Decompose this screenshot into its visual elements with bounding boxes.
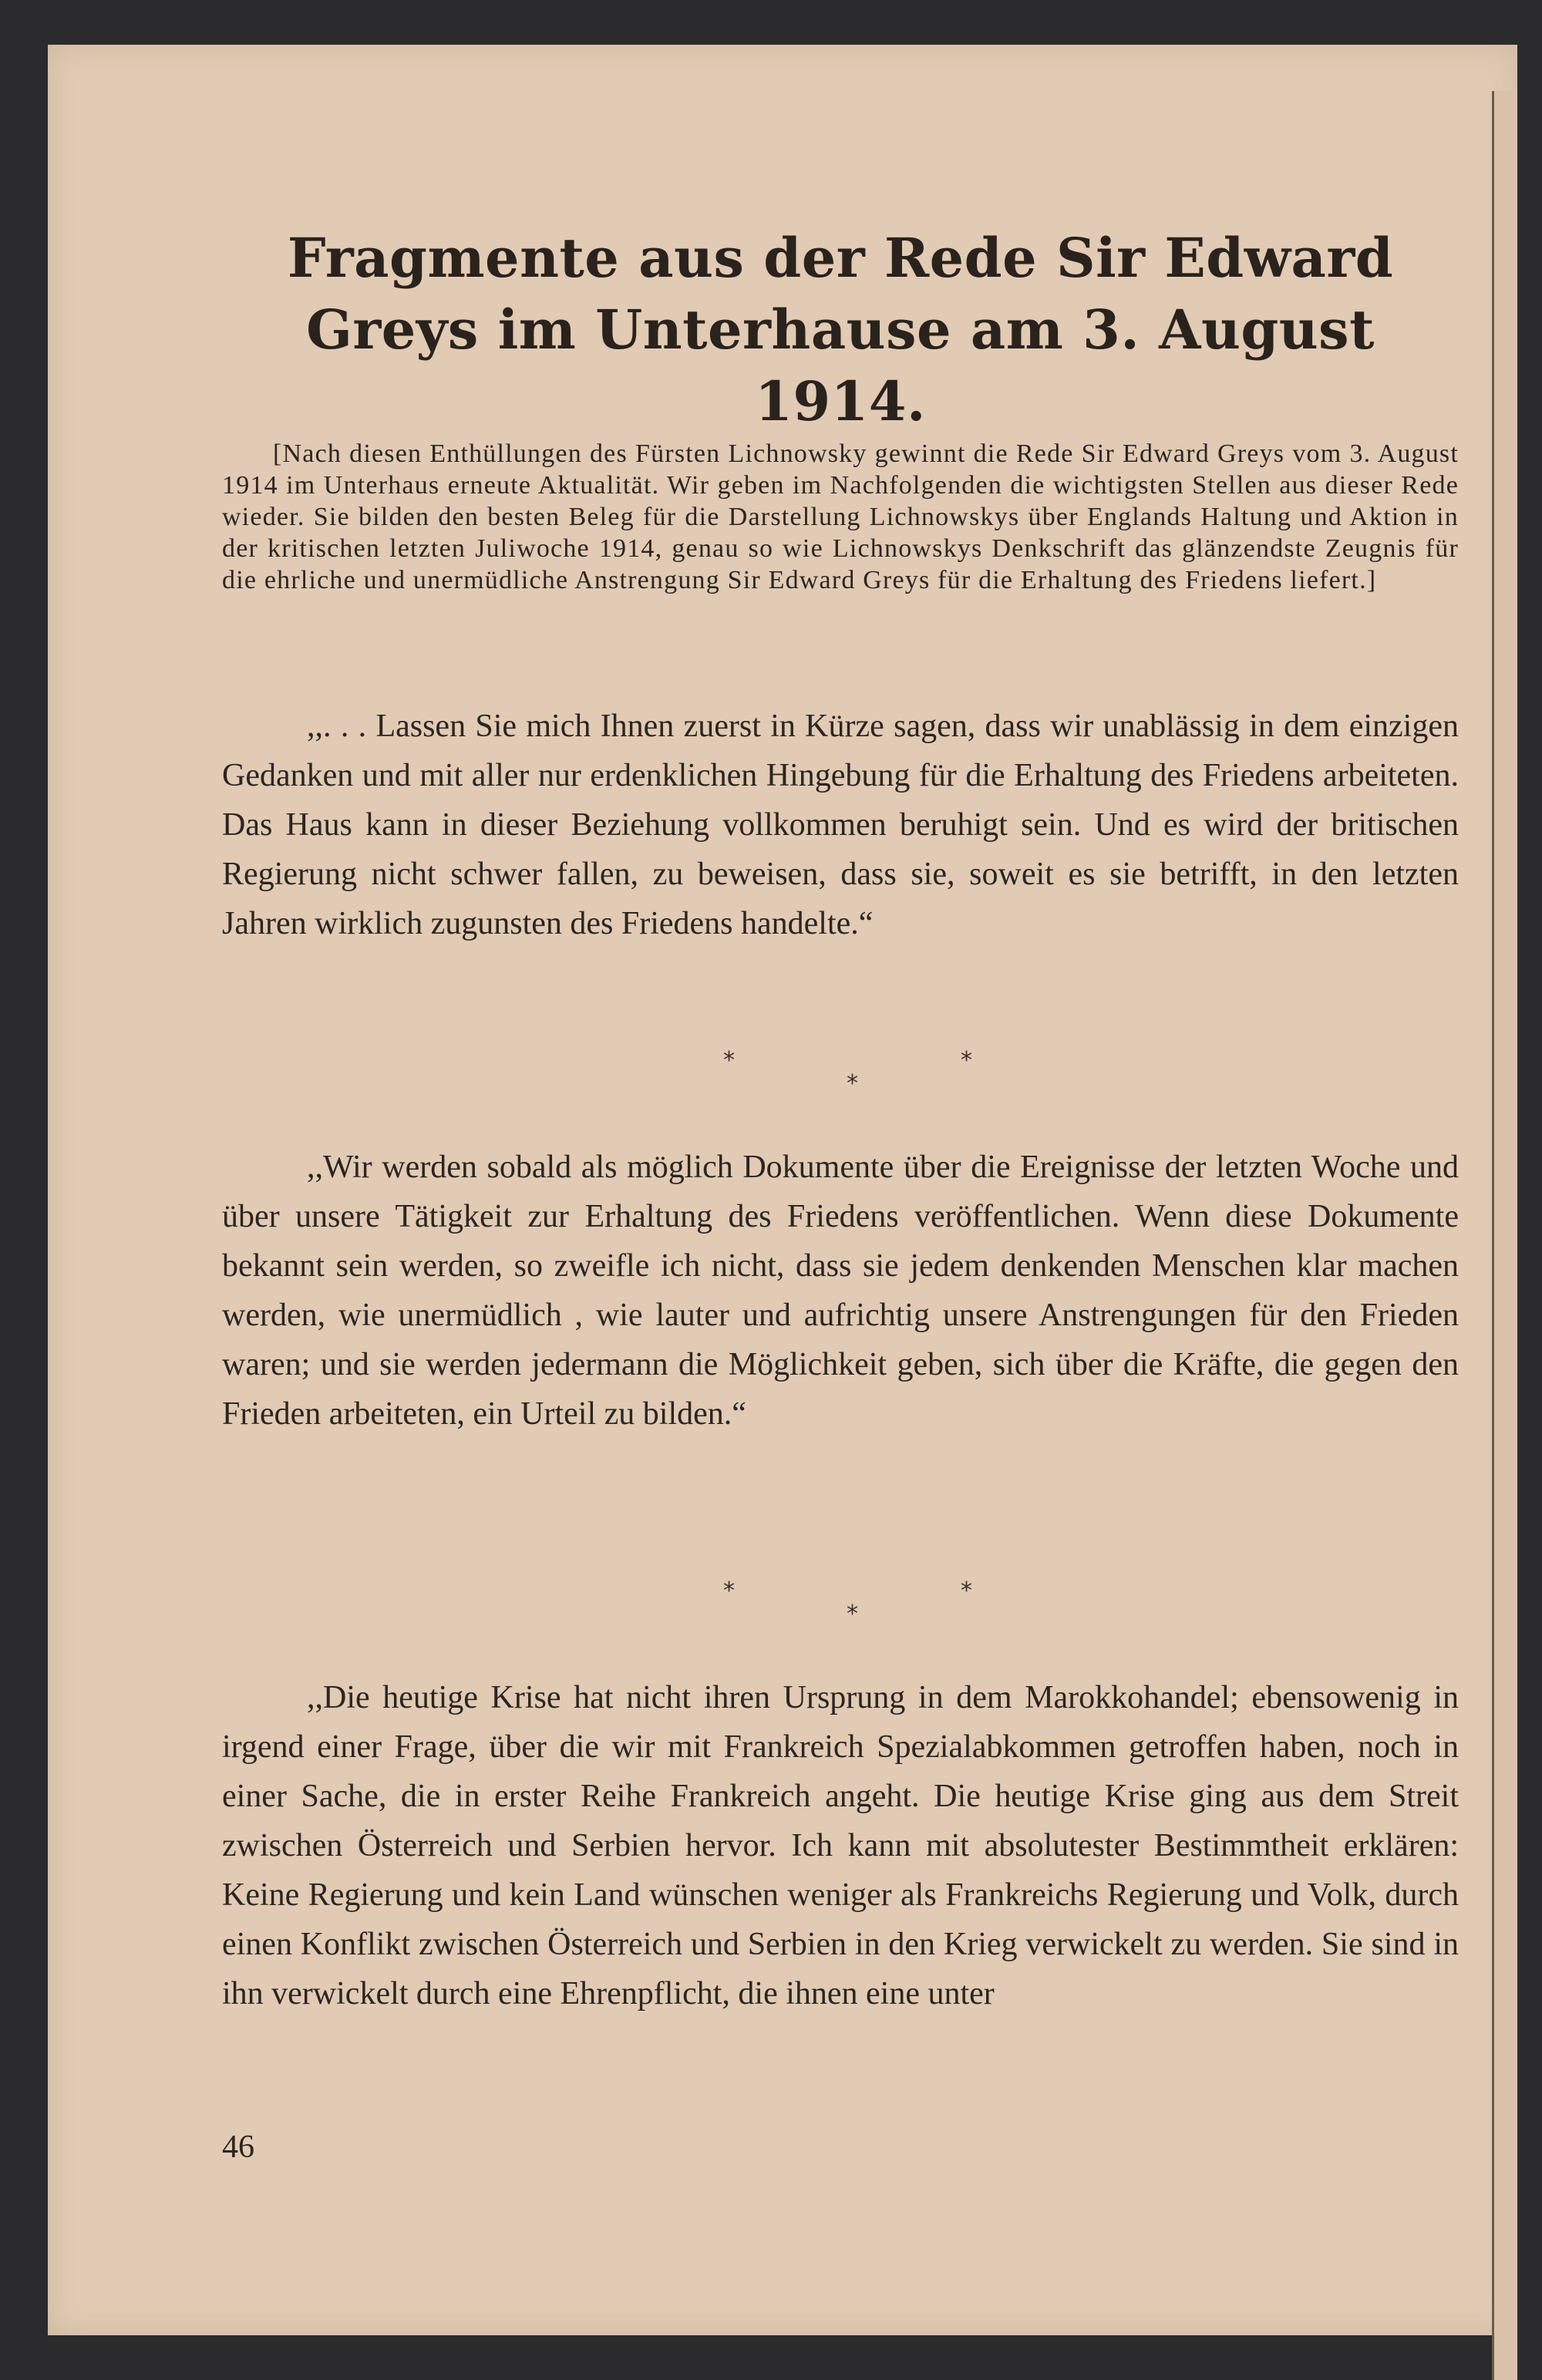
editorial-intro: [Nach diesen Enthüllungen des Fürsten Lichnowsky gewinnt die Rede Sir Edward Greys vom 3. August 1914 im Unterhaus erneute Aktualität. Wir geben im Nachfolgenden die wichtigsten Stellen aus dieser Rede wieder. Sie bilden den besten Beleg für die Darstellung Lichnowskys über Englands Haltung und Aktion in der kritischen letzten Juliwoche 1914, genau so wie Lichnowskys Denkschrift das glänzendste Zeugnis für die ehrliche und unermüdliche Anstrengung Sir Edward Greys für die Erhaltung des Friedens liefert.] xyxy=(222,439,1459,594)
speech-fragment-1: ,,. . . Lassen Sie mich Ihnen zuerst in Kürze sagen, dass wir unablässig in dem einzigen Gedanken und mit aller nur erdenklichen Hingebung für die Erhaltung des Friedens arbeiteten. Das Haus kann in dieser Beziehung vollkommen beruhigt sein. Und es wird der britischen Regierung nicht schwer fallen, zu beweisen, dass sie, soweit es sie betrifft, in den letzten Jahren wirklich zugunsten des Friedens handelte.“ xyxy=(222,709,1459,941)
speech-fragment-2: ,,Wir werden sobald als möglich Dokumente über die Ereignisse der letzten Woche und über unsere Tätigkeit zur Erhaltung des Friedens veröffentlichen. Wenn diese Dokumente bekannt sein werden, so zweifle ich nicht, dass sie jedem denkenden Menschen klar machen werden, wie unermüdlich , wie lauter und aufrichtig unsere Anstrengungen für den Frieden waren; und sie werden jedermann die Möglichkeit geben, sich über die Kräfte, die gegen den Frieden arbeiteten, ein Urteil zu bilden.“ xyxy=(222,1150,1459,1432)
speech-fragment-3: ,,Die heutige Krise hat nicht ihren Ursprung in dem Marokkohandel; ebensowenig in irgend einer Frage, über die wir mit Frankreich Spezialabkommen getroffen haben, noch in einer Sache, die in erster Reihe Frankreich angeht. Die heutige Krise ging aus dem Streit zwischen Österreich und Serbien hervor. Ich kann mit absolutester Bestimmtheit erklären: Keine Regierung und kein Land wünschen weniger als Frankreichs Regierung und Volk, durch einen Konflikt zwischen Österreich und Serbien in den Krieg verwickelt zu werden. Sie sind in ihn verwickelt durch eine Ehrenpflicht, die ihnen eine unter xyxy=(222,1680,1459,2011)
section-separator xyxy=(222,1047,1459,1109)
asterisk: * xyxy=(961,1047,972,1074)
book-page xyxy=(48,45,1517,2335)
asterisk: * xyxy=(847,1601,858,1628)
asterisk: * xyxy=(961,1577,972,1604)
page-title: Fragmente aus der Rede Sir Edward Greys im Unterhause am 3. August 1914. xyxy=(287,226,1394,433)
page-number: 46 xyxy=(222,2129,254,2165)
section-separator xyxy=(222,1577,1459,1639)
asterisk: * xyxy=(723,1577,735,1604)
asterisk: * xyxy=(723,1047,735,1074)
next-page-edge xyxy=(1492,91,1517,2380)
asterisk: * xyxy=(847,1070,858,1097)
